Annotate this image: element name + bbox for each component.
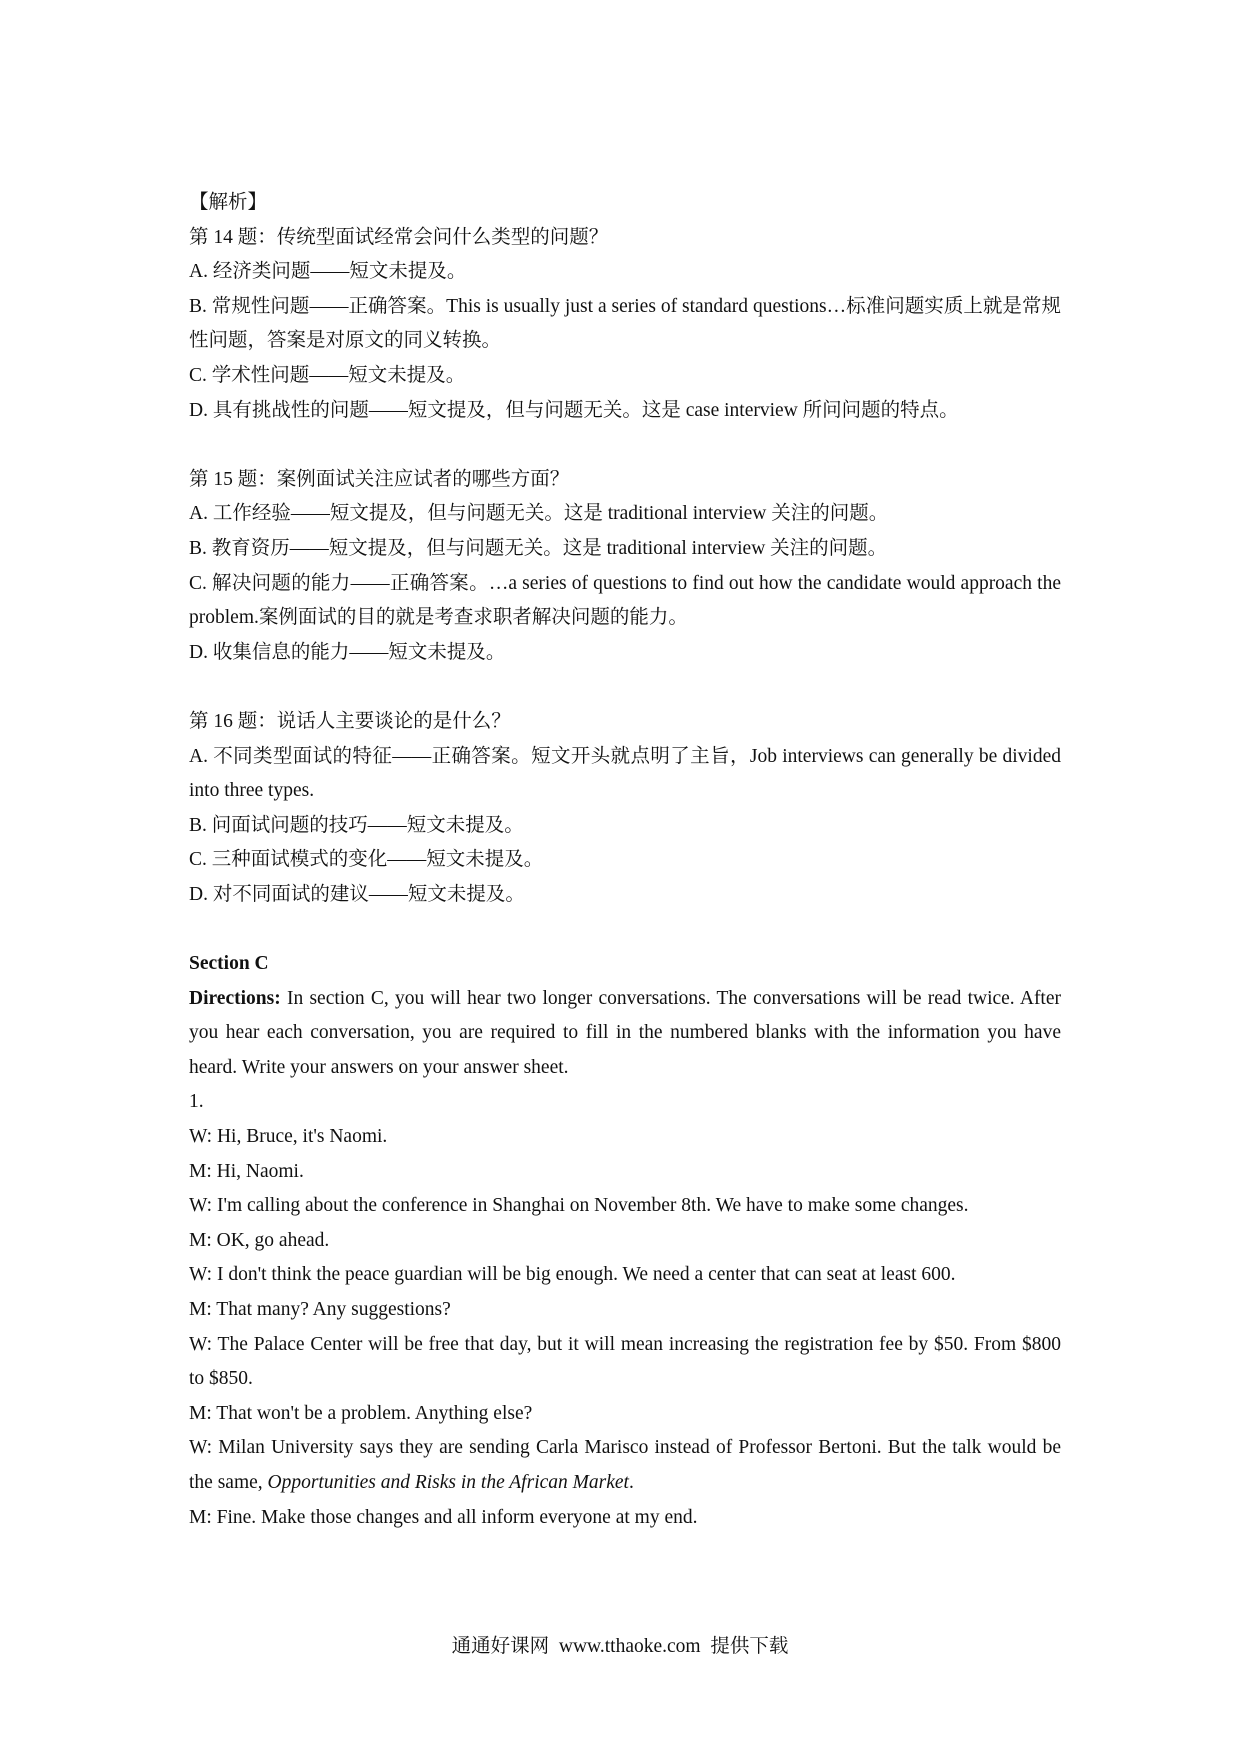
q14-option-a: A. 经济类问题——短文未提及。: [189, 261, 467, 283]
q15-question: 第 15 题：案例面试关注应试者的哪些方面？: [189, 468, 570, 490]
dialogue-line: M: Hi, Naomi.: [189, 1160, 304, 1182]
dialogue-line: W: Hi, Bruce, it's Naomi.: [189, 1126, 388, 1148]
talk-title: Opportunities and Risks in the African Market: [267, 1471, 629, 1493]
q14-question: 第 14 题：传统型面试经常会问什么类型的问题？: [189, 226, 609, 248]
dialogue-text: W: Milan University says they are sending Carla Marisco instead of Professor Bertoni. But the talk would be the same,: [189, 1437, 1061, 1493]
q15-option-a: A. 工作经验——短文提及，但与问题无关。这是 traditional interview 关注的问题。: [189, 503, 889, 525]
conversation-number: 1.: [189, 1091, 204, 1113]
q16-option-b: B. 问面试问题的技巧——短文未提及。: [189, 814, 524, 836]
q16-question: 第 16 题：说话人主要谈论的是什么？: [189, 710, 511, 732]
paragraph-gap: [189, 670, 1061, 705]
dialogue-line: W: I'm calling about the conference in Shanghai on November 8th. We have to make some changes.: [189, 1195, 969, 1217]
q15-option-b: B. 教育资历——短文提及，但与问题无关。这是 traditional interview 关注的问题。: [189, 537, 888, 559]
directions-text: In section C, you will hear two longer conversations. The conversations will be read twice. After you hear each conversation, you are required to fill in the numbered blanks with the information you have heard. Write your answers on your answer sheet.: [189, 987, 1061, 1078]
dialogue-line: M: OK, go ahead.: [189, 1229, 330, 1251]
paragraph-gap: [189, 428, 1061, 463]
q15-option-c: C. 解决问题的能力——正确答案。…a series of questions to find out how the candidate would approach the problem.案例面试的目的就是考查求职者解决问题的能力。: [189, 572, 1061, 629]
q16-option-a: A. 不同类型面试的特征——正确答案。短文开头就点明了主旨，Job interviews can generally be divided into three types.: [189, 745, 1061, 802]
q16-option-c: C. 三种面试模式的变化——短文未提及。: [189, 849, 544, 871]
q15-option-d: D. 收集信息的能力——短文未提及。: [189, 641, 506, 663]
q14-option-c: C. 学术性问题——短文未提及。: [189, 364, 466, 386]
section-c-directions: [189, 982, 1061, 1086]
page-footer: 通通好课网 www.tthaoke.com 提供下载: [451, 1636, 789, 1657]
dialogue-line: M: That many? Any suggestions?: [189, 1299, 451, 1320]
dialogue-line: M: Fine. Make those changes and all inform everyone at my end.: [189, 1506, 698, 1528]
dialogue-line: W: I don't think the peace guardian will be big enough. We need a center that can seat at least 600.: [189, 1264, 956, 1286]
section-c-title: Section C: [189, 953, 269, 975]
q14-option-d: D. 具有挑战性的问题——短文提及，但与问题无关。这是 case interview 所问问题的特点。: [189, 399, 959, 421]
dialogue-line: W: The Palace Center will be free that day, but it will mean increasing the registration fee by $50. From $800 to $850.: [189, 1333, 1061, 1390]
analysis-header: 【解析】: [189, 192, 268, 213]
dialogue-line-with-title: [189, 1431, 1061, 1500]
talk-title-end: .: [628, 1471, 634, 1493]
dialogue-line: M: That won't be a problem. Anything else?: [189, 1402, 533, 1424]
q14-option-b: B. 常规性问题——正确答案。This is usually just a series of standard questions…标准问题实质上就是常规性问题，答案是对原文的同义转换。: [189, 295, 1061, 352]
directions-label: Directions:: [189, 987, 281, 1009]
document-body: [189, 186, 1061, 1535]
q16-option-d: D. 对不同面试的建议——短文未提及。: [189, 883, 525, 905]
paragraph-gap: [189, 912, 1061, 947]
